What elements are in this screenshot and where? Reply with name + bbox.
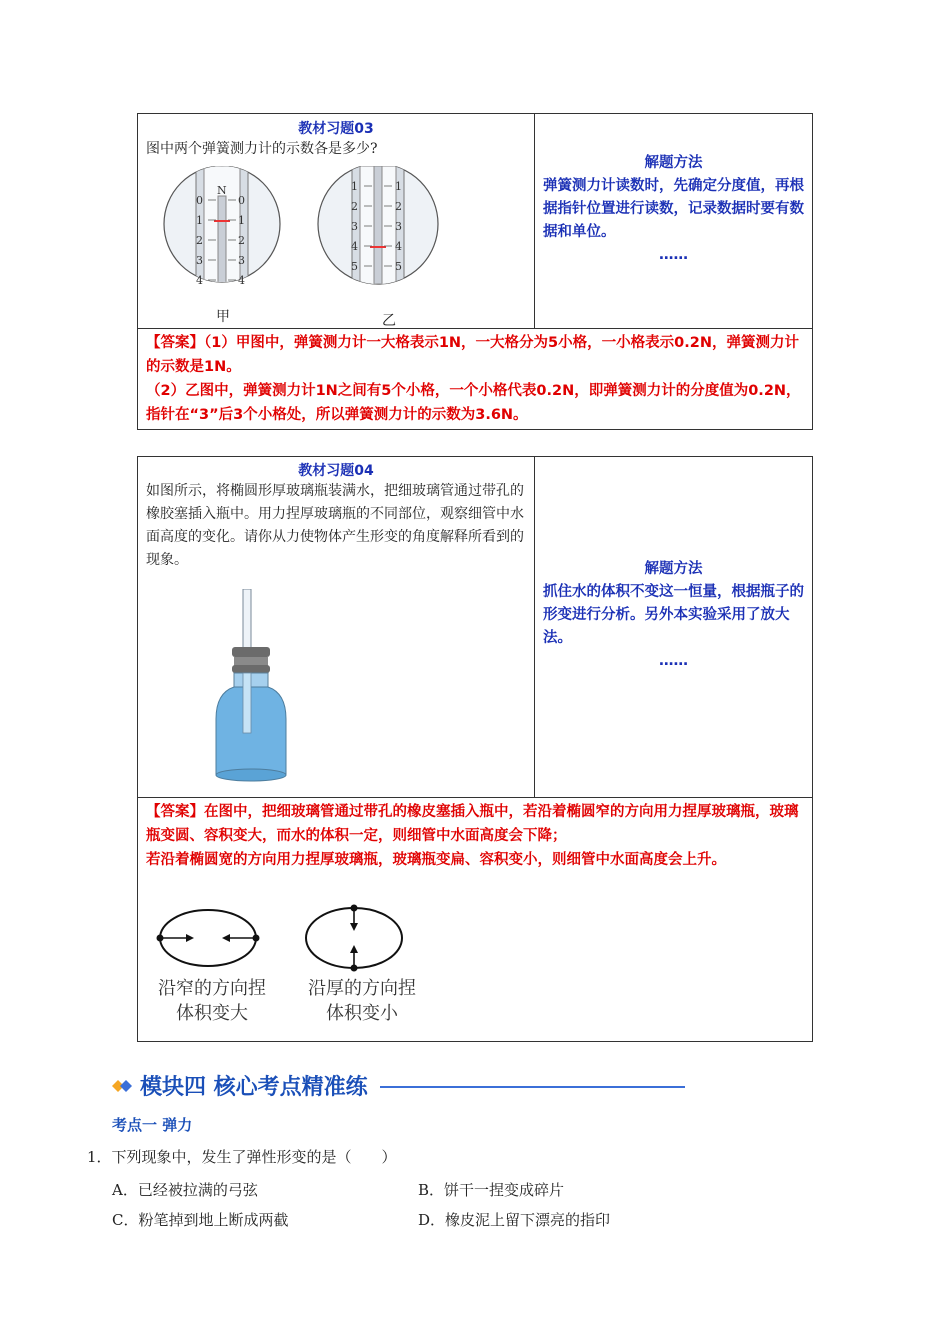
option-a[interactable]: A．已经被拉满的弓弦	[112, 1181, 258, 1199]
spring-scale-figure	[138, 166, 535, 316]
svg-text:1: 1	[196, 214, 203, 227]
caption-b: 乙	[382, 313, 396, 329]
point-title: 考点一 弹力	[112, 1116, 193, 1134]
svg-text:2: 2	[395, 200, 402, 213]
svg-text:4: 4	[196, 274, 203, 287]
svg-text:3: 3	[395, 220, 402, 233]
spring-scale-a	[164, 166, 280, 296]
exercise-04-question: 如图所示，将椭圆形厚玻璃瓶装满水，把细玻璃管通过带孔的橡胶塞插入瓶中。用力捏厚玻璃瓶的不同部位，观察细管中水面高度的变化。请你从力使物体产生形变的角度解释所看到的现象。	[146, 483, 524, 568]
svg-text:4: 4	[395, 240, 402, 253]
exercise-04-method-cell	[535, 457, 812, 797]
exercise-04-card	[137, 456, 813, 1042]
svg-text:4: 4	[351, 240, 358, 253]
exercise-03-method-cell	[535, 114, 812, 328]
caption-a: 甲	[216, 309, 230, 325]
answer-line-1: 【答案】（1）甲图中，弹簧测力计一大格表示1N，一大格分为5小格，一小格表示0.2N，弹簧测力计的示数是1N。	[146, 335, 799, 375]
method-dots-04: ……	[659, 653, 688, 669]
method-dots: ……	[659, 247, 688, 263]
method-text: 弹簧测力计读数时，先确定分度值，再根据指针位置进行读数，记录数据时要有数据和单位。	[543, 178, 804, 240]
exercise-04-answer	[138, 797, 812, 1039]
method-title-04: 解题方法	[644, 561, 703, 577]
fig-a-caption: 沿窄的方向捏 体积变大	[158, 978, 266, 1024]
svg-text:1: 1	[395, 180, 402, 193]
method-text-04: 抓住水的体积不变这一恒量，根据瓶子的形变进行分析。另外本实验采用了放大法。	[543, 584, 804, 646]
question-1-stem: 1．下列现象中，发生了弹性形变的是（ ）	[87, 1148, 397, 1166]
svg-text:2: 2	[351, 200, 358, 213]
exercise-04-title: 教材习题04	[298, 463, 374, 479]
svg-text:3: 3	[238, 254, 245, 267]
exercise-03-question: 图中两个弹簧测力计的示数各是多少?	[146, 141, 378, 157]
spring-scale-b	[318, 166, 438, 296]
ellipse-squeeze-figure	[156, 898, 456, 978]
svg-text:5: 5	[395, 260, 402, 273]
exercise-04-question-cell	[138, 457, 535, 797]
option-d[interactable]: D．橡皮泥上留下漂亮的指印	[418, 1211, 611, 1229]
answer-line-2: （2）乙图中，弹簧测力计1N之间有5个小格，一个小格代表0.2N，即弹簧测力计的分度值为0.2N，指针在“3”后3个小格处，所以弹簧测力计的示数为3.6N。	[146, 383, 801, 423]
svg-text:1: 1	[238, 214, 245, 227]
option-b[interactable]: B．饼干一捏变成碎片	[418, 1181, 565, 1199]
svg-text:3: 3	[351, 220, 358, 233]
exercise-03-card	[137, 113, 813, 430]
answer-04-line-1: 【答案】在图中，把细玻璃管通过带孔的橡皮塞插入瓶中，若沿着椭圆窄的方向用力捏厚玻璃瓶，玻璃瓶变圆、容积变大，而水的体积一定，则细管中水面高度会下降；	[146, 804, 799, 844]
fig-b-caption: 沿厚的方向捏 体积变小	[308, 978, 416, 1024]
method-title: 解题方法	[644, 155, 703, 171]
svg-text:5: 5	[351, 260, 358, 273]
gauge-a-unit: N	[217, 184, 227, 197]
svg-text:2: 2	[196, 234, 203, 247]
option-c[interactable]: C．粉笔掉到地上断成两截	[112, 1211, 289, 1229]
answer-04-line-2: 若沿着椭圆宽的方向用力捏厚玻璃瓶，玻璃瓶变扁、容积变小，则细管中水面高度会上升。	[146, 852, 726, 868]
svg-text:2: 2	[238, 234, 245, 247]
svg-text:0: 0	[238, 194, 245, 207]
module-divider	[380, 1086, 685, 1088]
svg-text:0: 0	[196, 194, 203, 207]
exercise-03-question-cell	[138, 114, 535, 328]
module-title: 模块四 核心考点精准练	[140, 1075, 368, 1100]
glass-bottle-figure	[210, 589, 350, 789]
svg-text:4: 4	[238, 274, 245, 287]
svg-text:3: 3	[196, 254, 203, 267]
diamond-icon	[112, 1078, 134, 1094]
exercise-03-answer	[138, 328, 812, 429]
module-header	[112, 1070, 685, 1101]
exercise-03-title: 教材习题03	[298, 121, 374, 137]
svg-text:1: 1	[351, 180, 358, 193]
